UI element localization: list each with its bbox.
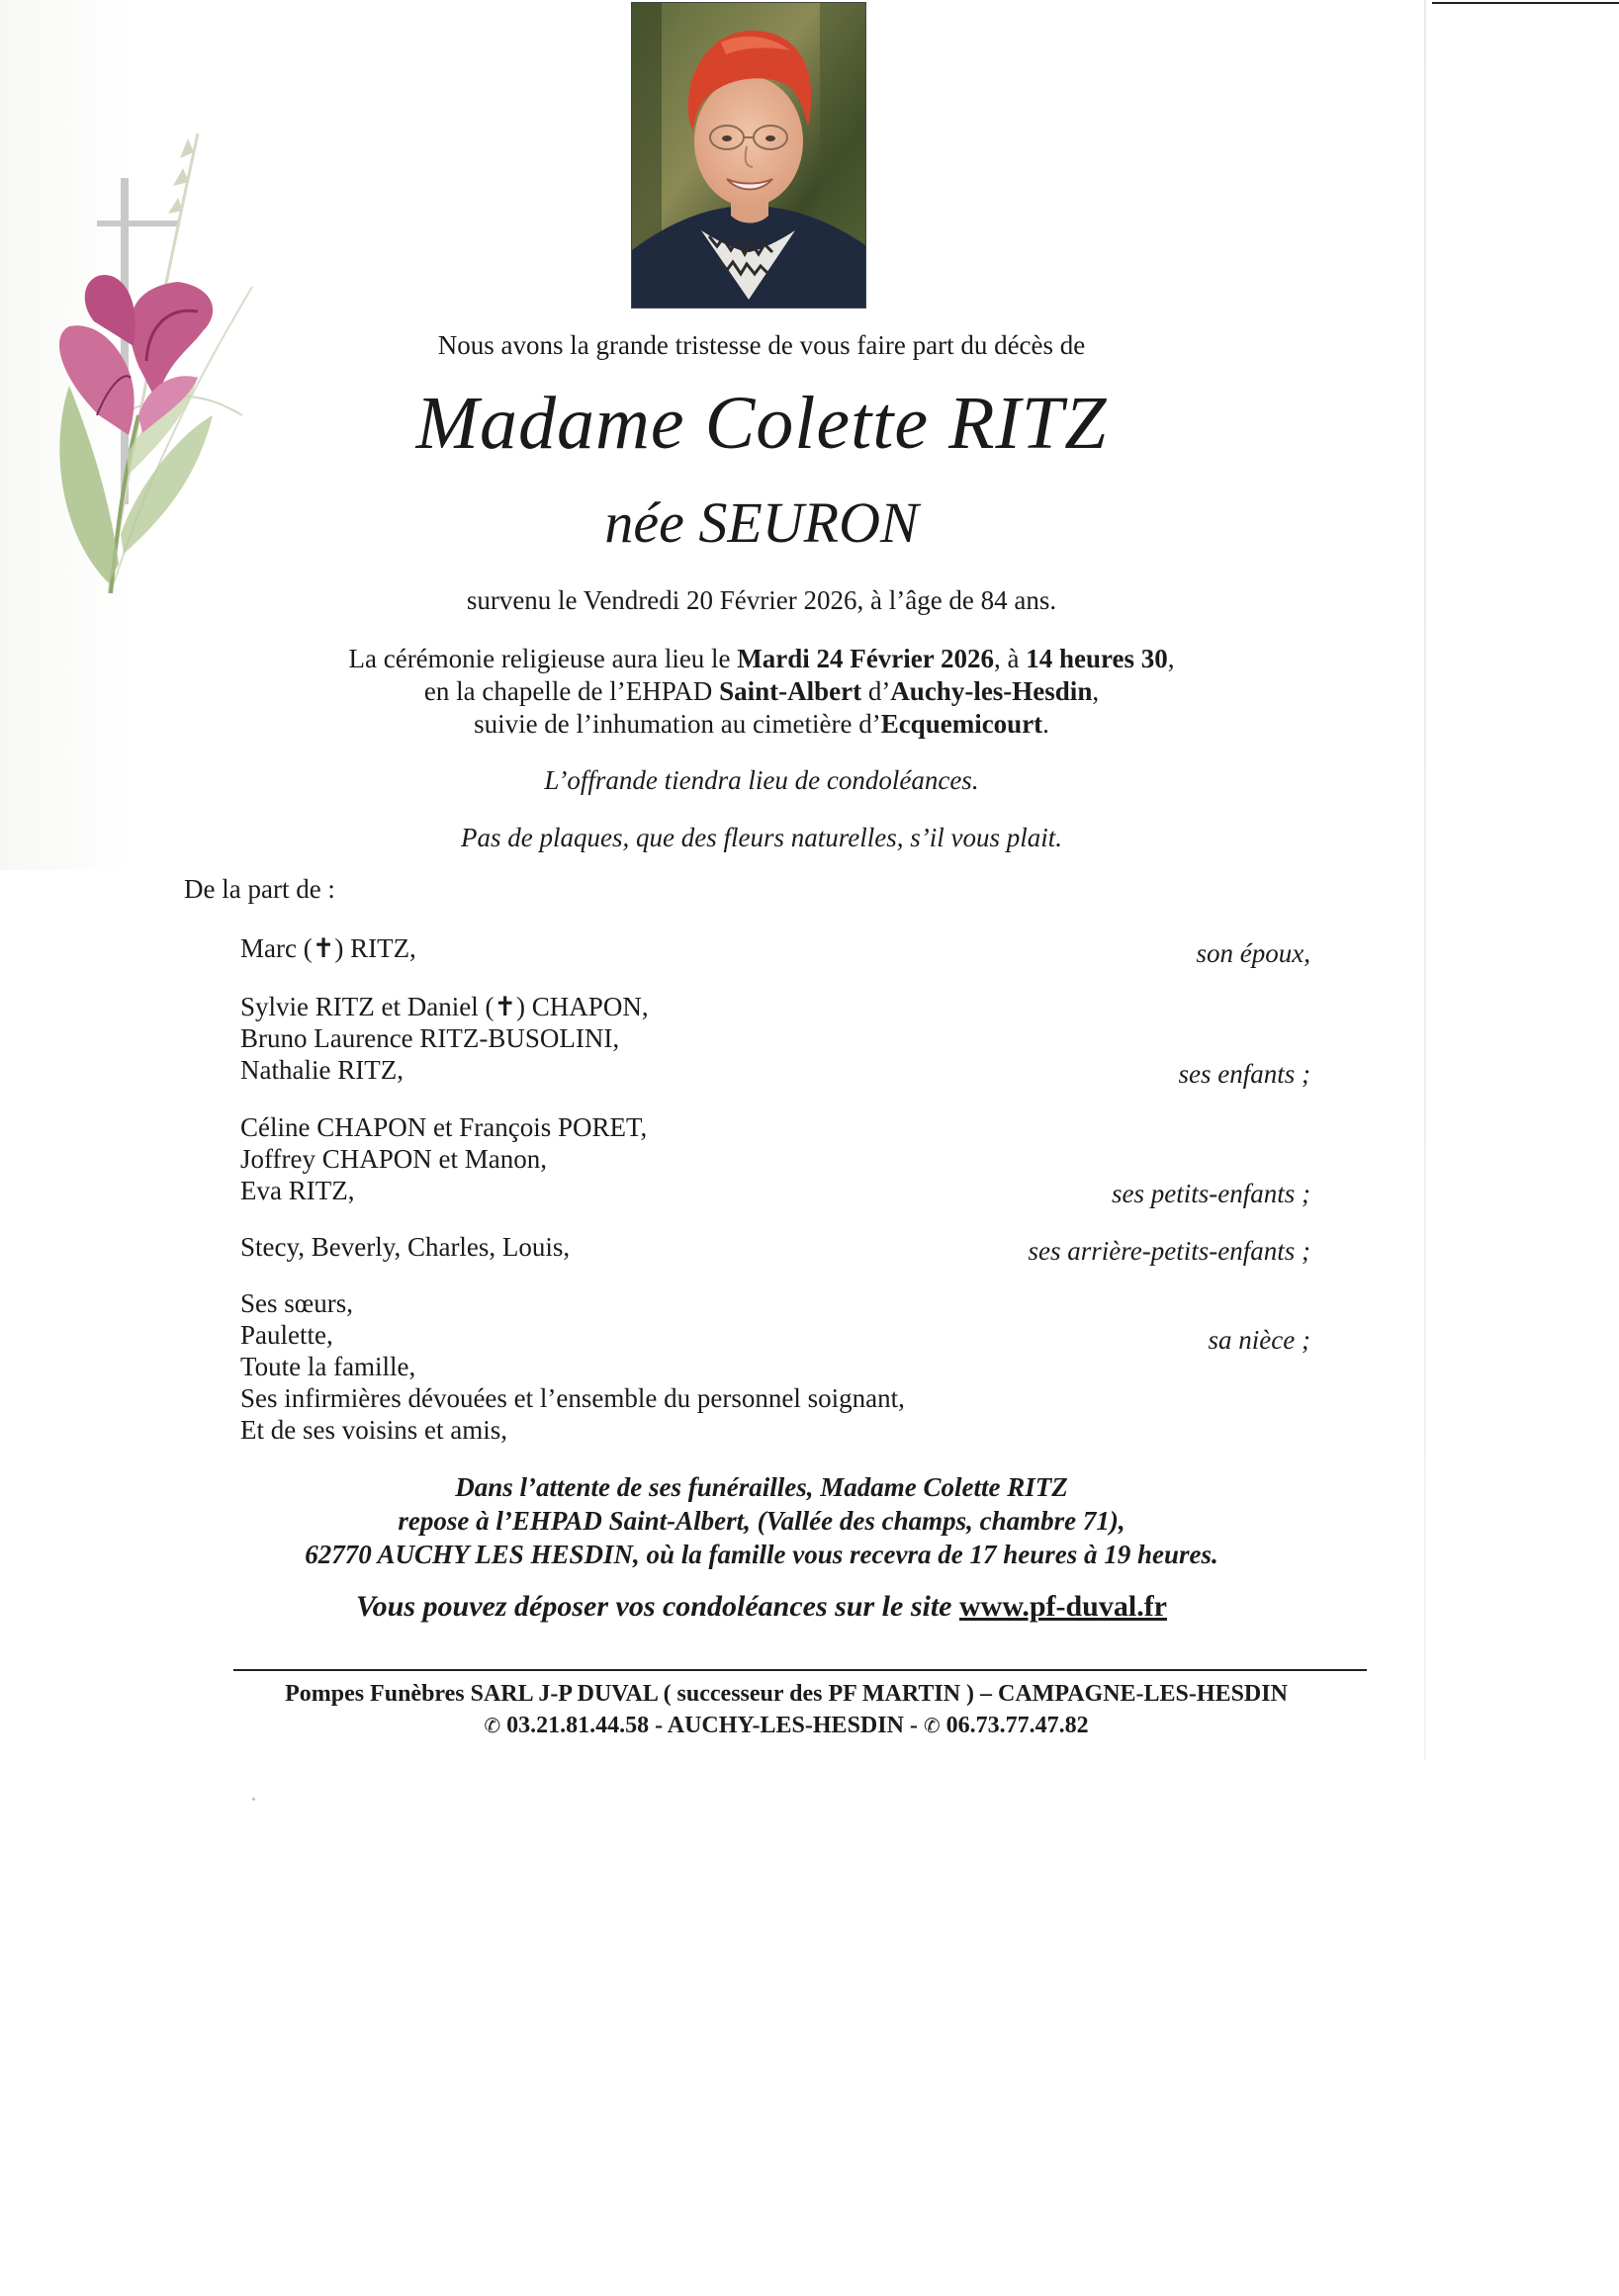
ceremony-date: Mardi 24 Février 2026 (737, 644, 994, 673)
family-name-line: Eva RITZ, (240, 1176, 355, 1205)
family-role-spouse: son époux, (1196, 938, 1310, 968)
ceremony-text: , à (993, 644, 1027, 673)
wake-line: Dans l’attente de ses funérailles, Madame Colette RITZ (455, 1472, 1068, 1502)
footer-town: - AUCHY-LES-HESDIN - (649, 1713, 924, 1738)
scan-speck (252, 1798, 255, 1801)
wake-line: repose à l’EHPAD Saint-Albert, (Vallée des champs, chambre 71), (398, 1506, 1125, 1536)
family-names-great-grandchildren (240, 1231, 570, 1263)
family-role-niece: sa nièce ; (1208, 1325, 1310, 1355)
condolences-website-link[interactable]: www.pf-duval.fr (958, 1590, 1167, 1623)
family-name-line: Bruno Laurence RITZ-BUSOLINI, (240, 1023, 620, 1053)
plaques-note: Pas de plaques, que des fleurs naturelles, s’il vous plait. (461, 823, 1062, 852)
death-date-line: survenu le Vendredi 20 Février 2026, à l’âge de 84 ans. (466, 585, 1057, 615)
condolences-line (0, 1590, 1523, 1624)
intro-text: Nous avons la grande tristesse de vous faire part du décès de (437, 330, 1086, 360)
offering-note: L’offrande tiendra lieu de condoléances. (544, 765, 979, 795)
ceremony-text: La cérémonie religieuse aura lieu le (348, 644, 738, 673)
family-names-children (240, 991, 649, 1086)
wake-line: 62770 AUCHY LES HESDIN, où la famille vous recevra de 17 heures à 19 heures. (305, 1540, 1218, 1569)
family-name-line: Sylvie RITZ et Daniel (✝) CHAPON, (240, 992, 649, 1021)
deceased-name: Madame Colette RITZ (415, 382, 1108, 465)
family-names-others (240, 1287, 905, 1446)
portrait-photo (631, 2, 866, 309)
cemetery-town: Ecquemicourt (880, 709, 1043, 739)
ceremony-text: . (1042, 709, 1049, 739)
family-names-grandchildren (240, 1111, 647, 1206)
ceremony-text: d’ (861, 676, 891, 706)
wake-details (0, 1470, 1523, 1571)
phone-icon: ✆ (923, 1714, 941, 1737)
family-name-line: Nathalie RITZ, (240, 1055, 404, 1085)
family-role-grandchildren: ses petits-enfants ; (1112, 1179, 1310, 1208)
ceremony-town: Auchy-les-Hesdin (890, 676, 1093, 706)
ceremony-text: suivie de l’inhumation au cimetière d’ (474, 709, 881, 739)
family-name-line: Ses sœurs, (240, 1288, 354, 1318)
family-name-line: Céline CHAPON et François PORET, (240, 1112, 648, 1142)
funeral-home-name: Pompes Funèbres SARL J-P DUVAL ( successeur des PF MARTIN ) – CAMPAGNE-LES-HESDIN (285, 1681, 1288, 1707)
family-name-line: Toute la famille, (240, 1352, 416, 1381)
ceremony-text: , (1167, 644, 1175, 673)
scan-edge-mark (1432, 2, 1619, 4)
family-name-line: Marc (✝) RITZ, (240, 933, 416, 963)
family-name-line: Stecy, Beverly, Charles, Louis, (240, 1232, 571, 1262)
family-name-line: Et de ses voisins et amis, (240, 1415, 507, 1445)
ceremony-time: 14 heures 30 (1026, 644, 1168, 673)
family-names-spouse (240, 932, 416, 964)
ceremony-chapel: Saint-Albert (719, 676, 862, 706)
footer-divider (233, 1669, 1367, 1671)
phone-number: 03.21.81.44.58 (506, 1713, 650, 1738)
ceremony-text: , (1092, 676, 1100, 706)
ceremony-text: en la chapelle de l’EHPAD (423, 676, 720, 706)
maiden-name: née SEURON (604, 490, 919, 555)
family-name-line: Paulette, (240, 1320, 333, 1350)
family-role-children: ses enfants ; (1178, 1059, 1310, 1089)
family-name-line: Joffrey CHAPON et Manon, (240, 1144, 547, 1174)
ceremony-details (0, 643, 1523, 741)
phone-number: 06.73.77.47.82 (945, 1713, 1089, 1738)
family-name-line: Ses infirmières dévouées et l’ensemble du personnel soignant, (240, 1383, 905, 1413)
family-role-great-grandchildren: ses arrière-petits-enfants ; (1028, 1236, 1310, 1266)
condolences-text: Vous pouvez déposer vos condoléances sur le site (355, 1590, 959, 1623)
phone-icon: ✆ (484, 1714, 501, 1737)
from-label: De la part de : (184, 874, 335, 904)
funeral-home-footer (0, 1678, 1573, 1741)
